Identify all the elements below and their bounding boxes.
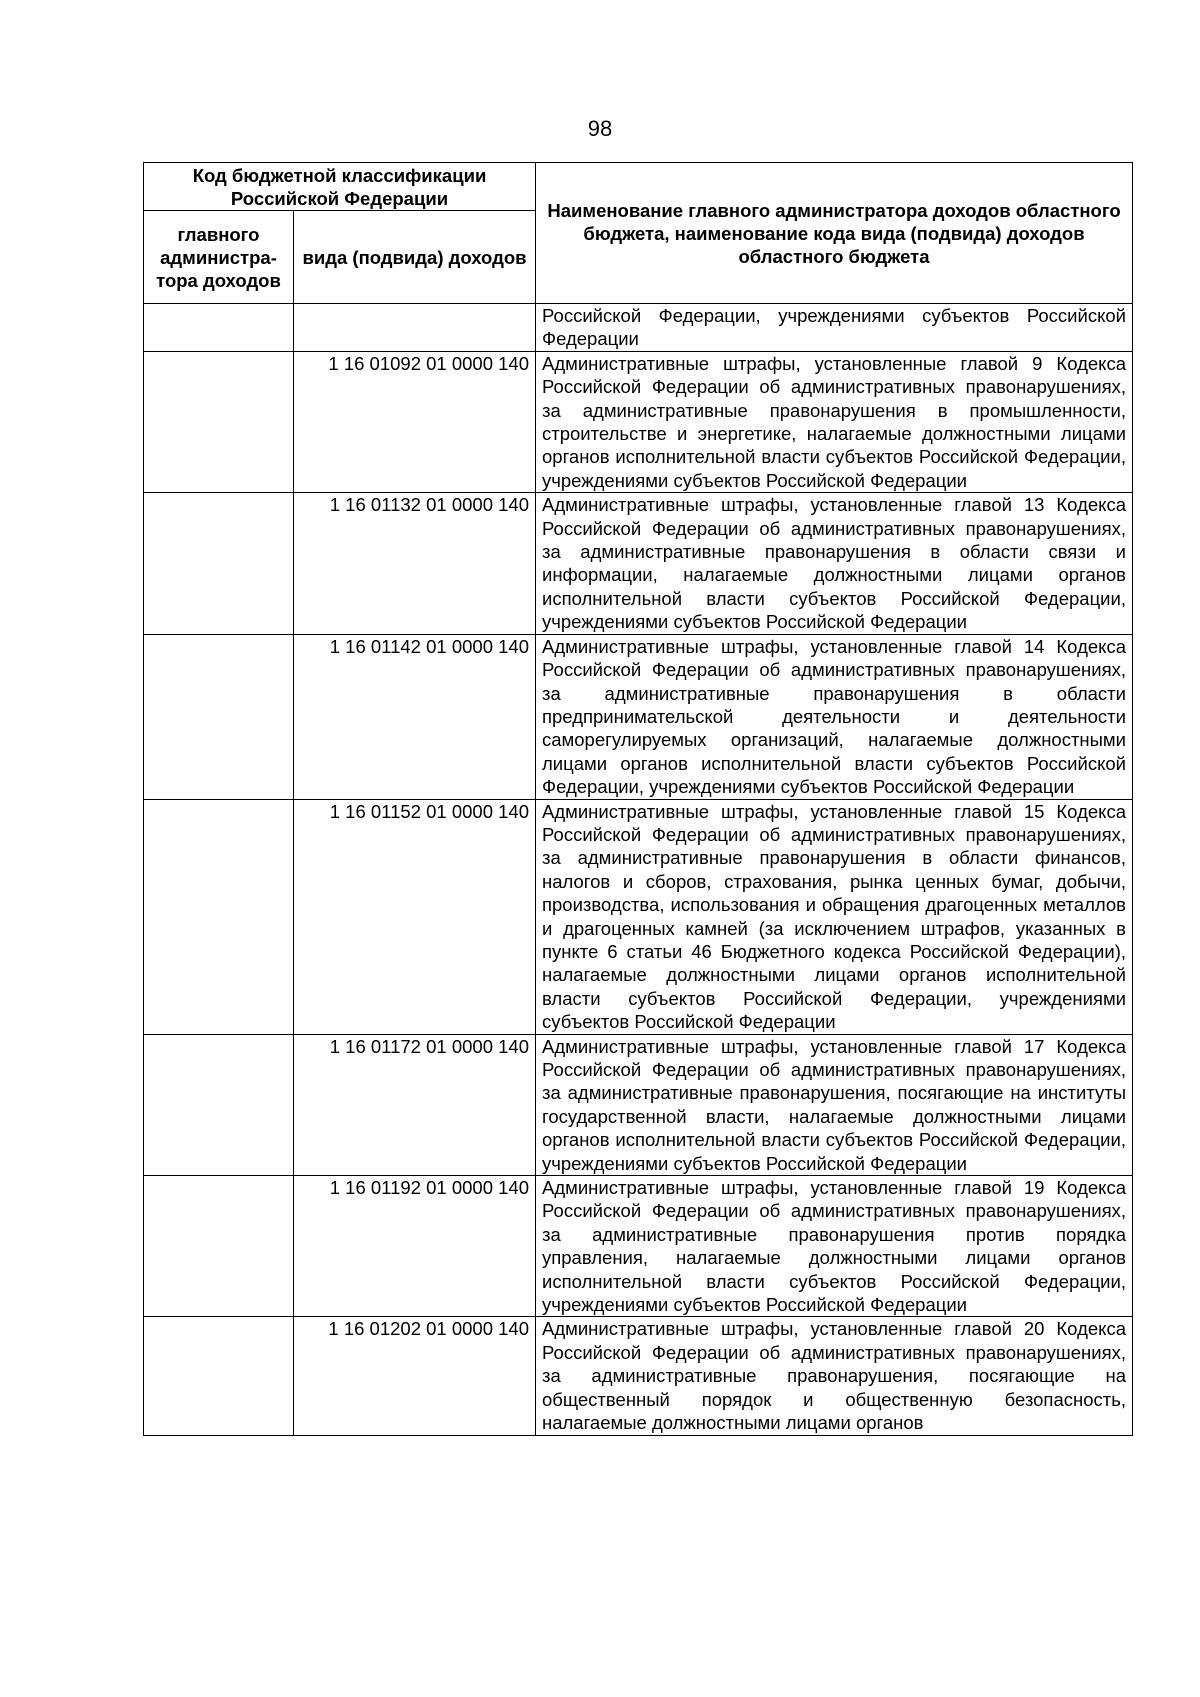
revenue-code-cell: 1 16 01092 01 0000 140: [294, 351, 536, 492]
table-row: [144, 799, 1133, 1034]
admin-code-cell: [144, 1176, 294, 1317]
revenue-code-cell: 1 16 01192 01 0000 140: [294, 1176, 536, 1317]
revenue-name-cell: Административные штрафы, установленные главой 15 Кодекса Российской Федерации об административных правонарушениях, за административные правонарушения в области финансов, налогов и сборов, страхования, рынка ценных бумаг, добычи, производства, использования и обращения драгоценных металлов и драгоценных камней (за исключением штрафов, указанных в пункте 6 статьи 46 Бюджетного кодекса Российской Федерации), налагаемые должностными лицами органов исполнительной власти субъектов Российской Федерации, учреждениями субъектов Российской Федерации: [536, 799, 1133, 1034]
admin-code-cell: [144, 1034, 294, 1175]
table-header: [144, 163, 1133, 304]
revenue-name-cell: Административные штрафы, установленные главой 19 Кодекса Российской Федерации об административных правонарушениях, за административные правонарушения против порядка управления, налагаемые должностными лицами органов исполнительной власти субъектов Российской Федерации, учреждениями субъектов Российской Федерации: [536, 1176, 1133, 1317]
table-row: [144, 634, 1133, 799]
admin-code-cell: [144, 493, 294, 634]
revenue-name-cell: Административные штрафы, установленные главой 9 Кодекса Российской Федерации об административных правонарушениях, за административные правонарушения в промышленности, строительстве и энергетике, налагаемые должностными лицами органов исполнительной власти субъектов Российской Федерации, учреждениями субъектов Российской Федерации: [536, 351, 1133, 492]
header-code-column: вида (подвида) доходов: [294, 211, 536, 304]
revenue-name-cell: Административные штрафы, установленные главой 17 Кодекса Российской Федерации об административных правонарушениях, за административные правонарушения, посягающие на институты государственной власти, налагаемые должностными лицами органов исполнительной власти субъектов Российской Федерации, учреждениями субъектов Российской Федерации: [536, 1034, 1133, 1175]
revenue-code-cell: 1 16 01132 01 0000 140: [294, 493, 536, 634]
budget-classification-table: [143, 162, 1133, 1436]
table-row: [144, 304, 1133, 352]
table-body: [144, 304, 1133, 1436]
revenue-name-cell: Административные штрафы, установленные главой 20 Кодекса Российской Федерации об административных правонарушениях, за административные правонарушения, посягающие на общественный порядок и общественную безопасность, налагаемые должностными лицами органов: [536, 1317, 1133, 1435]
revenue-code-cell: 1 16 01142 01 0000 140: [294, 634, 536, 799]
revenue-name-cell: Административные штрафы, установленные главой 14 Кодекса Российской Федерации об административных правонарушениях, за административные правонарушения в области предпринимательской деятельности и деятельности саморегулируемых организаций, налагаемые должностными лицами органов исполнительной власти субъектов Российской Федерации, учреждениями субъектов Российской Федерации: [536, 634, 1133, 799]
revenue-code-cell: [294, 304, 536, 352]
table-row: [144, 1034, 1133, 1175]
table-row: [144, 1176, 1133, 1317]
admin-code-cell: [144, 304, 294, 352]
admin-code-cell: [144, 351, 294, 492]
table-row: [144, 493, 1133, 634]
revenue-code-cell: 1 16 01202 01 0000 140: [294, 1317, 536, 1435]
header-name-column: Наименование главного администратора доходов областного бюджета, наименование кода вида (подвида) доходов областного бюджета: [536, 163, 1133, 304]
admin-code-cell: [144, 634, 294, 799]
table-row: [144, 1317, 1133, 1435]
header-classification-code: Код бюджетной классификации Российской Федерации: [144, 163, 536, 211]
admin-code-cell: [144, 1317, 294, 1435]
table-row: [144, 351, 1133, 492]
page-number: 98: [587, 116, 613, 141]
revenue-name-cell: Административные штрафы, установленные главой 13 Кодекса Российской Федерации об административных правонарушениях, за административные правонарушения в области связи и информации, налагаемые должностными лицами органов исполнительной власти субъектов Российской Федерации, учреждениями субъектов Российской Федерации: [536, 493, 1133, 634]
revenue-name-cell: Российской Федерации, учреждениями субъектов Российской Федерации: [536, 304, 1133, 352]
revenue-code-cell: 1 16 01152 01 0000 140: [294, 799, 536, 1034]
revenue-code-cell: 1 16 01172 01 0000 140: [294, 1034, 536, 1175]
admin-code-cell: [144, 799, 294, 1034]
header-admin-column: главного администра-тора доходов: [144, 211, 294, 304]
